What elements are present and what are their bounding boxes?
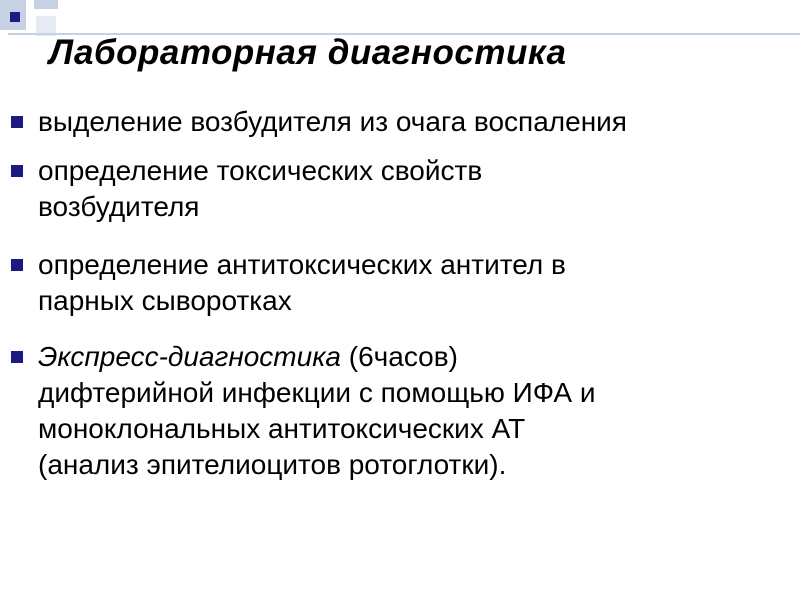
bullet-line: парных сыворотках bbox=[38, 285, 292, 316]
bullet-text bbox=[38, 153, 788, 225]
square-bullet-icon bbox=[11, 259, 23, 271]
bullet-line bbox=[38, 339, 788, 375]
bullet-lead-rest: (6часов) bbox=[341, 341, 458, 372]
bullet-line: (анализ эпителиоцитов ротоглотки). bbox=[38, 449, 507, 480]
square-bullet-icon bbox=[11, 351, 23, 363]
bullet-emphasis: Экспресс-диагностика bbox=[38, 341, 341, 372]
bullet-line: определение токсических свойств bbox=[38, 155, 483, 186]
bullet-line: дифтерийной инфекции с помощью ИФА и bbox=[38, 377, 596, 408]
bullet-line: выделение возбудителя из очага воспаления bbox=[38, 106, 627, 137]
square-bullet-icon bbox=[11, 116, 23, 128]
bullet-line: моноклональных антитоксических АТ bbox=[38, 413, 526, 444]
bullet-text bbox=[38, 104, 788, 140]
bullet-text bbox=[38, 339, 788, 483]
slide-title: Лабораторная диагностика bbox=[49, 33, 567, 72]
bullet-line: возбудителя bbox=[38, 191, 200, 222]
bullet-text bbox=[38, 247, 788, 319]
square-bullet-icon bbox=[11, 165, 23, 177]
bullet-line: определение антитоксических антител в bbox=[38, 249, 566, 280]
